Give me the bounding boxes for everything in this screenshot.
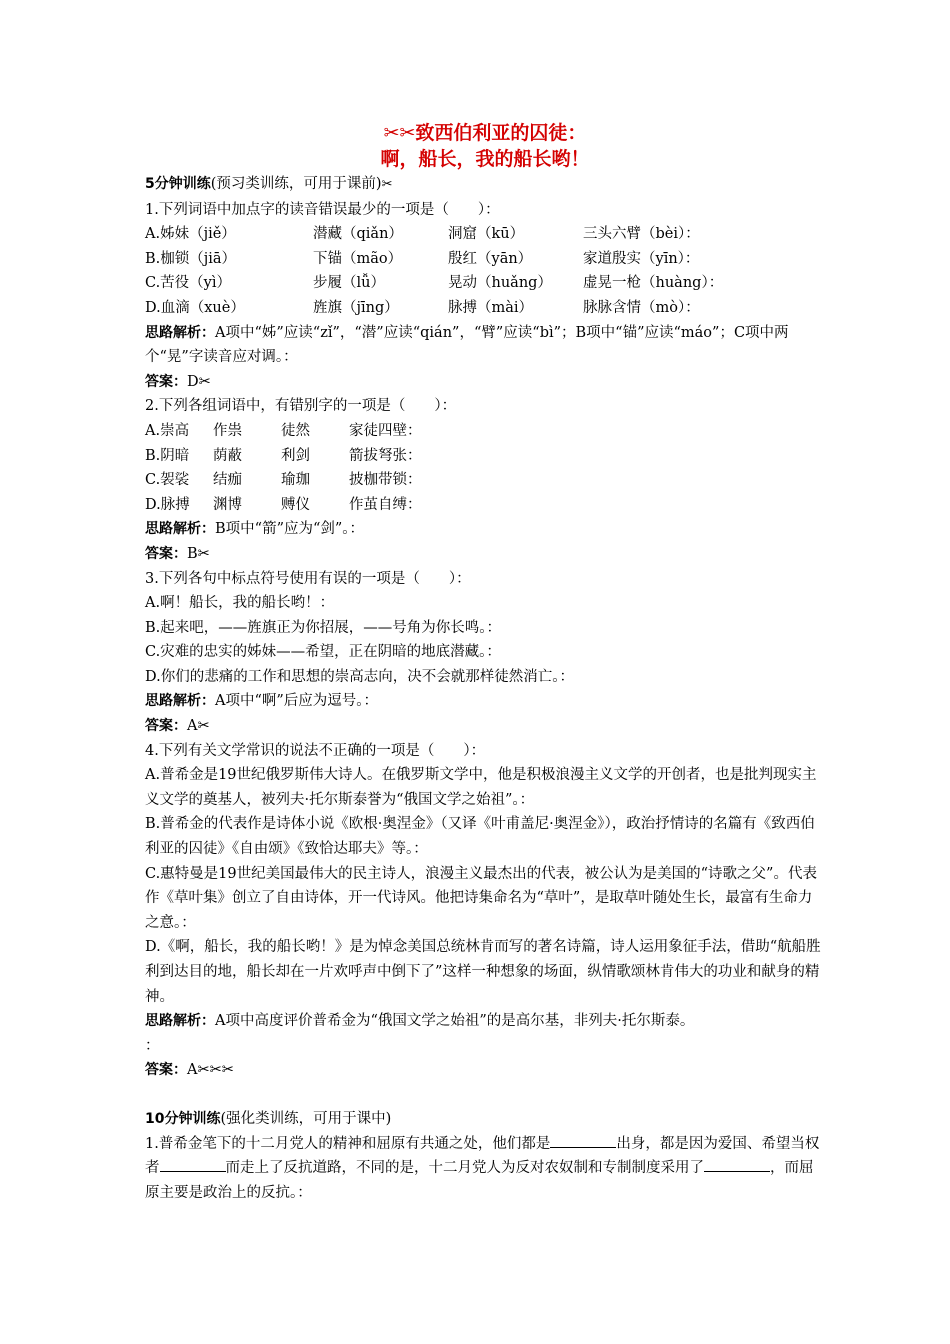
q2-b-3: 利剑: [281, 447, 310, 464]
s2-q1-part3: 而走上了反抗道路，不同的是，十二月党人为反对农奴制和专制制度采用了: [225, 1160, 704, 1177]
section1-note-tail: ✂: [381, 177, 393, 192]
q2-b-4: 箭拔弩张：: [349, 447, 422, 464]
q1-c-2: 步履（lǚ）: [313, 275, 385, 292]
title-line-1: ✂✂致西伯利亚的囚徒：: [383, 122, 587, 144]
q2-a-4: 家徒四壁：: [349, 422, 422, 439]
q3-option-a: A.啊！船长，我的船长哟！：: [145, 595, 335, 612]
analysis-label: 思路解析：: [145, 693, 215, 710]
q1-option-row: [145, 271, 825, 296]
q2-option-row: [145, 493, 825, 518]
q1-c-3: 晃动（huǎng）: [448, 275, 552, 292]
q1-b-3: 殷红（yān）: [448, 250, 533, 267]
q2-option-row: [145, 419, 825, 444]
q2-b-1: B.阴暗: [145, 447, 190, 464]
section1-header: [145, 172, 825, 198]
s2-q1-part2: 出身，都是因为爱国、希望当权者: [145, 1135, 820, 1177]
q1-analysis: [145, 321, 825, 370]
s2-q1-part1: 1.普希金笔下的十二月党人的精神和屈原有共通之处，他们都是: [145, 1135, 551, 1152]
q3-answer: [145, 714, 825, 739]
q1-d-3: 脉搏（mài）: [448, 299, 534, 316]
q1-a-1: A.姊妹（jiě）: [145, 226, 236, 243]
q4-answer: [145, 1058, 825, 1083]
fill-blank[interactable]: [550, 1133, 616, 1148]
q1-b-2: 下锚（mão）: [313, 250, 403, 267]
q2-a-3: 徒然: [281, 422, 310, 439]
q4-option-c: C.惠特曼是19世纪美国最伟大的民主诗人，浪漫主义最杰出的代表，被公认为是美国的“诗歌之父”。代表作《草叶集》创立了自由诗体，开一代诗风。他把诗集命名为“草叶”，是取草叶随处生长，最富有生命力之意。：: [145, 865, 817, 931]
analysis-text: A项中“啊”后应为逗号。：: [215, 693, 379, 710]
q2-d-3: 赙仪: [281, 496, 310, 513]
q1-d-4: 脉脉含情（mò）：: [583, 299, 700, 316]
q2-d-1: D.脉搏: [145, 496, 190, 513]
q2-b-2: 荫蔽: [213, 447, 242, 464]
q2-a-1: A.崇高: [145, 422, 190, 439]
document-title: [145, 120, 825, 172]
q1-d-1: D.血滴（xuè）: [145, 299, 245, 316]
answer-text: A✂: [187, 718, 210, 735]
answer-label: 答案：: [145, 545, 187, 562]
q2-stem: 2.下列各组词语中，有错别字的一项是（ ）：: [145, 398, 457, 415]
q1-c-4: 虚晃一枪（huàng）：: [583, 275, 724, 292]
q3-analysis: [145, 689, 825, 714]
q2-c-3: 瑜珈: [281, 472, 310, 489]
q2-option-row: [145, 468, 825, 493]
section1-heading: 5分钟训练: [145, 176, 211, 192]
section2-heading: 10分钟训练: [145, 1110, 221, 1127]
answer-text: D✂: [187, 373, 211, 390]
q2-d-2: 渊博: [213, 496, 242, 513]
fill-blank[interactable]: [704, 1157, 770, 1172]
q1-a-2: 潜藏（qiǎn）: [313, 226, 403, 243]
q2-c-4: 披枷带锁：: [349, 472, 422, 489]
answer-label: 答案：: [145, 1062, 187, 1079]
analysis-text: B项中“箭”应为“剑”。：: [215, 521, 365, 538]
answer-text: B✂: [187, 545, 210, 562]
q4-option-d: D.《啊，船长，我的船长哟！》是为悼念美国总统林肯而写的著名诗篇，诗人运用象征手法，借助“航船胜利到达目的地，船长却在一片欢呼声中倒下了”这样一种想象的场面，纵情歌颂林肯伟大的功业和献身的精神。: [145, 939, 821, 1005]
q2-c-1: C.袈裟: [145, 472, 190, 489]
q3-stem: 3.下列各句中标点符号使用有误的一项是（ ）：: [145, 570, 471, 587]
section2-note: (强化类训练，可用于课中): [220, 1110, 392, 1127]
analysis-label: 思路解析：: [145, 1013, 215, 1030]
q1-answer: [145, 370, 825, 395]
q2-a-2: 作祟: [213, 422, 242, 439]
document-page: [145, 120, 825, 1205]
q2-option-row: [145, 444, 825, 469]
q1-b-1: B.枷锁（jiā）: [145, 250, 237, 267]
q3-option-b: B.起来吧，——旌旗正为你招展，——号角为你长鸣。：: [145, 619, 502, 636]
q2-d-4: 作茧自缚：: [349, 496, 422, 513]
q2-answer: [145, 542, 825, 567]
s2-q1: [145, 1132, 825, 1206]
q4-option-a: A.普希金是19世纪俄罗斯伟大诗人。在俄罗斯文学中，他是积极浪漫主义文学的开创者，也是批判现实主义文学的奠基人，被列夫·托尔斯泰誉为“俄国文学之始祖”。：: [145, 767, 817, 808]
q1-b-4: 家道殷实（yīn）：: [583, 250, 700, 267]
answer-label: 答案：: [145, 718, 187, 735]
q1-a-3: 洞窟（kū）: [448, 226, 525, 243]
fill-blank[interactable]: [160, 1157, 226, 1172]
analysis-text: A项中高度评价普希金为“俄国文学之始祖”的是高尔基，非列夫·托尔斯泰。: [215, 1013, 695, 1030]
q1-option-row: [145, 247, 825, 272]
section2-header: [145, 1107, 825, 1132]
analysis-label: 思路解析：: [145, 521, 215, 538]
q4-stem: 4.下列有关文学常识的说法不正确的一项是（ ）：: [145, 742, 486, 759]
q1-option-row: [145, 222, 825, 247]
analysis-text: A项中“姊”应读“zǐ”，“潜”应读“qián”，“臂”应读“bì”；B项中“锚”应读“máo”；C项中两个“晃”字读音应对调。：: [145, 324, 789, 366]
q1-c-1: C.苦役（yì）: [145, 275, 232, 292]
q2-c-2: 结痂: [213, 472, 242, 489]
answer-text: A✂✂✂: [187, 1062, 234, 1079]
section1-note: (预习类训练，可用于课前): [210, 176, 382, 192]
answer-label: 答案：: [145, 373, 187, 390]
spacer: [145, 1083, 825, 1107]
q1-a-4: 三头六臂（bèi）：: [583, 226, 700, 243]
q3-option-d: D.你们的悲痛的工作和思想的崇高志向，决不会就那样徒然消亡。：: [145, 668, 574, 685]
q4-analysis: [145, 1009, 825, 1058]
q4-option-b: B.普希金的代表作是诗体小说《欧根·奥涅金》（又译《叶甫盖尼·奥涅金》），政治抒情诗的名篇有《致西伯利亚的囚徒》《自由颂》《致恰达耶夫》等。：: [145, 816, 815, 858]
q1-d-2: 旌旗（jīng）: [313, 299, 399, 316]
q3-option-c: C.灾难的忠实的姊妹——希望，正在阴暗的地底潜藏。：: [145, 644, 501, 661]
analysis-tail: ：: [145, 1037, 160, 1054]
q1-option-row: [145, 296, 825, 321]
q1-stem: 1.下列词语中加点字的读音错误最少的一项是（ ）：: [145, 201, 500, 218]
q2-analysis: [145, 517, 825, 542]
analysis-label: 思路解析：: [145, 324, 215, 341]
s2-q1-part4: ，而屈原主要是政治上的反抗。：: [145, 1160, 814, 1201]
title-line-2: 啊，船长，我的船长哟！: [380, 148, 590, 170]
